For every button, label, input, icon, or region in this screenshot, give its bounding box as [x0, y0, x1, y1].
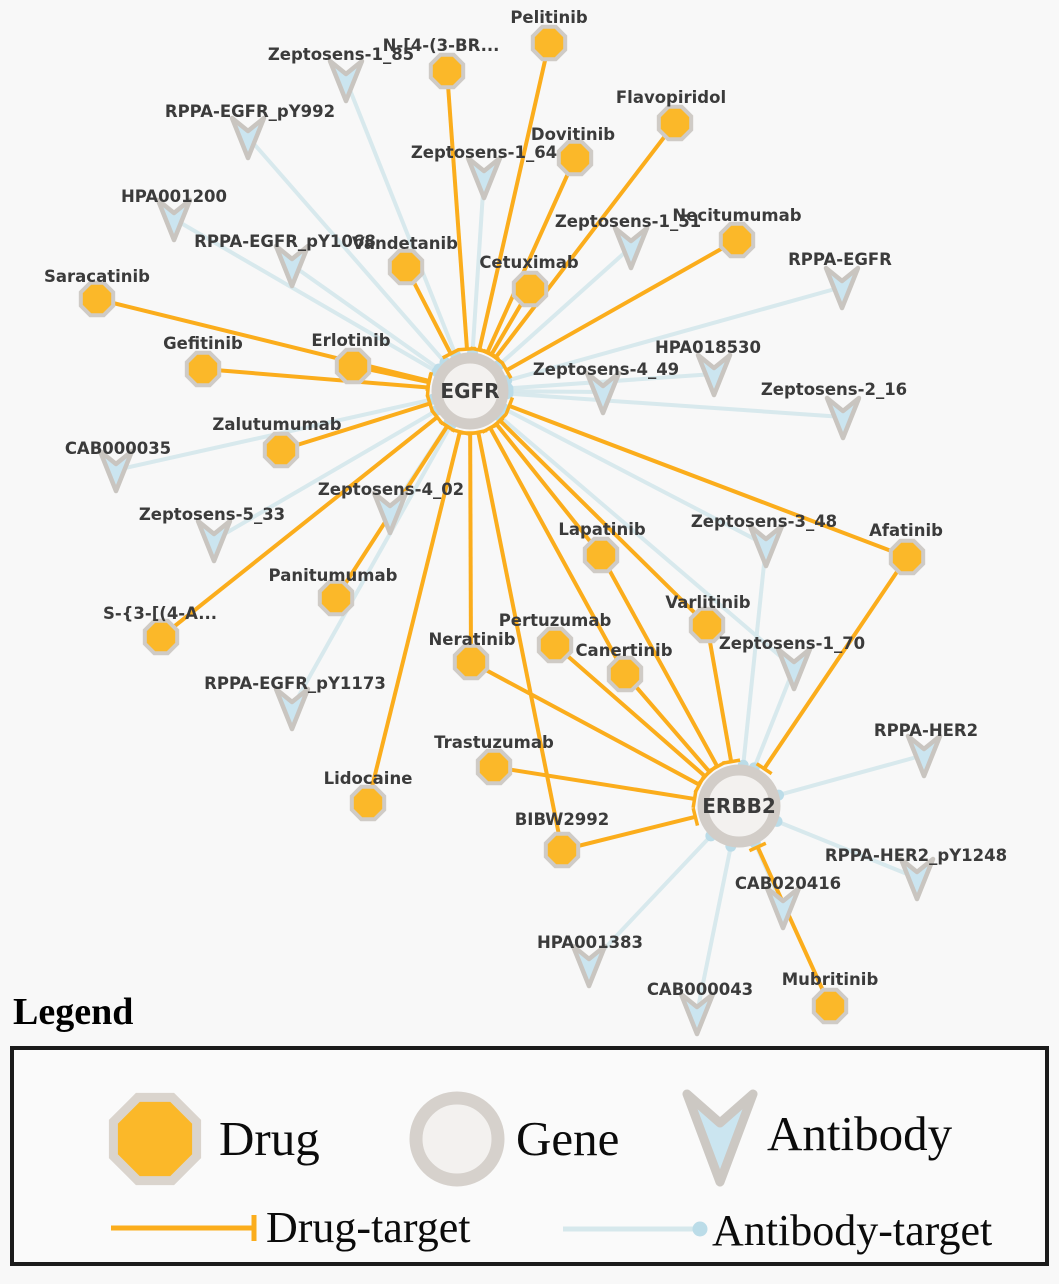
antibody-target-edge[interactable] — [779, 755, 924, 795]
drug-label: Saracatinib — [44, 267, 150, 286]
drug-node-mubritinib[interactable] — [814, 990, 846, 1022]
drug-label: Lidocaine — [324, 769, 413, 788]
antibody-node-z1-70[interactable] — [778, 649, 810, 689]
gene-node-erbb2[interactable] — [702, 770, 775, 842]
antibody-label: HPA018530 — [655, 338, 761, 357]
drug-node-s3-4a[interactable] — [145, 621, 177, 653]
drug-label: Pelitinib — [510, 8, 588, 27]
legend-drug-target-label: Drug-target — [266, 1202, 470, 1253]
drug-node-vandetanib[interactable] — [390, 251, 422, 283]
drug-label: Zalutumumab — [212, 415, 341, 434]
drug-node-canertinib[interactable] — [609, 658, 641, 690]
drug-target-edge[interactable] — [625, 674, 710, 772]
drug-label: Pertuzumab — [499, 611, 612, 630]
antibody-node-py1248[interactable] — [901, 859, 933, 899]
antibody-label: Zeptosens-1_70 — [719, 634, 865, 653]
gene-label: ERBB2 — [702, 794, 775, 818]
drug-node-cetuximab[interactable] — [514, 273, 546, 305]
label-layer — [44, 8, 1007, 999]
drug-node-lidocaine[interactable] — [352, 787, 384, 819]
antibody-label: HPA001200 — [121, 187, 227, 206]
drug-label: Mubritinib — [782, 970, 879, 989]
drug-label: Cetuximab — [479, 253, 579, 272]
drug-label: Canertinib — [575, 641, 672, 660]
drug-target-tee — [451, 430, 468, 434]
antibody-target-edge[interactable] — [743, 545, 766, 765]
drug-target-edge[interactable] — [447, 71, 467, 349]
drug-target-tee — [693, 790, 696, 808]
antibody-label: HPA001383 — [537, 933, 643, 952]
drug-label: Gefitinib — [163, 334, 243, 353]
antibody-node-z1-85[interactable] — [330, 61, 362, 101]
antibody-label: Zeptosens-3_48 — [691, 512, 837, 531]
drug-target-tee — [693, 808, 697, 825]
legend-drug-target-icon — [104, 1210, 274, 1246]
antibody-node-rppa-egfr[interactable] — [826, 268, 858, 308]
legend-drug-label: Drug — [219, 1110, 320, 1167]
antibody-label: RPPA-EGFR — [788, 250, 892, 269]
antibody-label: Zeptosens-1_51 — [555, 212, 701, 231]
antibody-node-py1173[interactable] — [276, 689, 308, 729]
antibody-label: RPPA-EGFR_pY1173 — [204, 674, 386, 693]
legend-gene-label: Gene — [516, 1110, 619, 1167]
drug-node-erlotinib[interactable] — [337, 350, 369, 382]
antibody-target-edge[interactable] — [508, 391, 603, 392]
drug-label: Neratinib — [428, 630, 515, 649]
antibody-label: Zeptosens-2_16 — [761, 380, 907, 399]
drug-label: Necitumumab — [672, 206, 801, 225]
drug-node-neratinib[interactable] — [455, 646, 487, 678]
drug-node-flavopiridol[interactable] — [659, 107, 691, 139]
drug-target-tee — [427, 373, 431, 391]
antibody-target-edge[interactable] — [499, 416, 794, 668]
antibody-node-cab020416[interactable] — [767, 888, 799, 928]
drug-node-lapatinib[interactable] — [585, 539, 617, 571]
legend-antibody-target-icon — [557, 1213, 722, 1245]
drug-label: Panitumumab — [269, 566, 398, 585]
drug-target-edge[interactable] — [494, 767, 695, 799]
drug-label: Vandetanib — [352, 234, 458, 253]
antibody-label: RPPA-HER2_pY1248 — [825, 846, 1007, 865]
gene-label: EGFR — [440, 379, 499, 403]
antibody-label: CAB000043 — [647, 980, 753, 999]
drug-node-necitumumab[interactable] — [721, 224, 753, 256]
antibody-node-hpa001200[interactable] — [158, 200, 190, 240]
drug-node-zalutumumab[interactable] — [265, 434, 297, 466]
drug-label: Lapatinib — [558, 520, 646, 539]
drug-label: N-[4-(3-BR... — [383, 36, 500, 55]
drug-label: Dovitinib — [531, 125, 615, 144]
antibody-label: Zeptosens-4_49 — [533, 360, 679, 379]
legend-box — [10, 1046, 1049, 1266]
drug-label: Trastuzumab — [434, 733, 554, 752]
antibody-node-z5-33[interactable] — [198, 521, 230, 561]
antibody-label: Zeptosens-1_85 — [268, 45, 414, 64]
legend-antibody-label: Antibody — [767, 1105, 952, 1162]
drug-label: Varlitinib — [665, 593, 750, 612]
drug-label: BIBW2992 — [515, 810, 610, 829]
antibody-label: RPPA-EGFR_pY992 — [165, 102, 335, 121]
legend-antibody-chevron-icon — [672, 1078, 768, 1194]
antibody-node-z1-51[interactable] — [615, 228, 647, 268]
antibody-label: CAB020416 — [735, 874, 841, 893]
drug-target-tee — [722, 760, 740, 763]
legend-antibody-target-label: Antibody-target — [712, 1205, 992, 1256]
drug-target-tee — [469, 430, 487, 434]
drug-node-saracatinib[interactable] — [81, 283, 113, 315]
drug-label: Flavopiridol — [616, 88, 726, 107]
antibody-node-z3-48[interactable] — [750, 526, 782, 566]
antibody-label: RPPA-HER2 — [874, 721, 978, 740]
antibody-node-z1-64[interactable] — [468, 158, 500, 198]
drug-node-panitumumab[interactable] — [320, 582, 352, 614]
drug-target-edge[interactable] — [470, 433, 471, 662]
drug-target-tee — [458, 348, 476, 349]
antibody-node-hpa001383[interactable] — [573, 946, 605, 986]
drug-node-trastuzumab[interactable] — [478, 751, 510, 783]
drug-node-bibw2992[interactable] — [546, 834, 578, 866]
gene-node-egfr[interactable] — [437, 358, 503, 424]
drug-node-pelitinib[interactable] — [533, 27, 565, 59]
antibody-label: RPPA-EGFR_pY1068 — [194, 232, 376, 251]
drug-node-afatinib[interactable] — [891, 541, 923, 573]
drug-node-dovitinib[interactable] — [559, 142, 591, 174]
antibody-node-rppa-her2[interactable] — [908, 736, 940, 776]
antibody-label: Zeptosens-1_64 — [411, 143, 557, 162]
drug-label: Erlotinib — [311, 331, 390, 350]
antibody-label: Zeptosens-5_33 — [139, 505, 285, 524]
antibody-label: CAB000035 — [65, 439, 171, 458]
legend-drug-octagon-icon — [99, 1083, 211, 1195]
legend-title: Legend — [13, 990, 133, 1034]
legend-gene-circle-icon — [401, 1083, 513, 1195]
drug-node-n4-3br[interactable] — [431, 55, 463, 87]
drug-node-pertuzumab[interactable] — [539, 629, 571, 661]
antibody-label: Zeptosens-4_02 — [318, 480, 464, 499]
antibody-node-cab000043[interactable] — [681, 994, 713, 1034]
drug-node-gefitinib[interactable] — [187, 353, 219, 385]
drug-label: Afatinib — [869, 521, 943, 540]
drug-label: S-{3-[(4-A... — [103, 604, 217, 623]
